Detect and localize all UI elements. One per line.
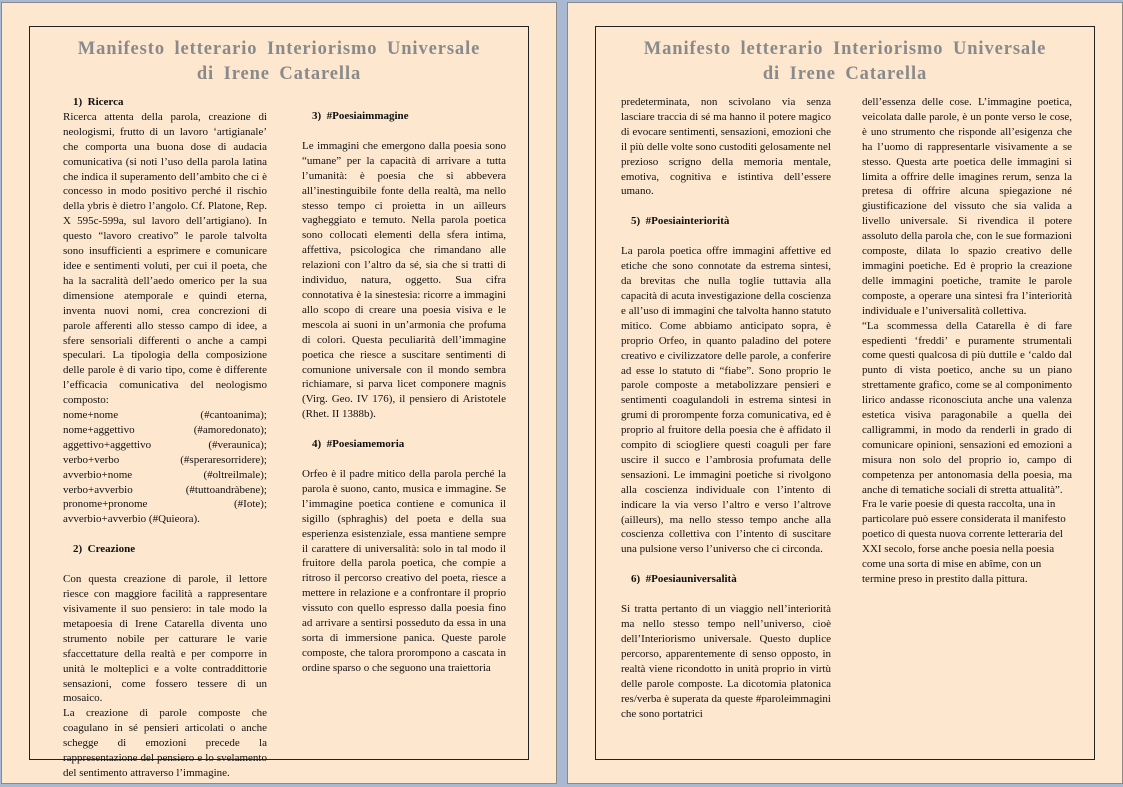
compound-row: [63, 453, 267, 468]
compound-example: (#speraresorridere);: [180, 453, 267, 466]
compound-type: avverbio+nome: [63, 468, 133, 481]
section-text-poesiauniversalita: Si tratta pertanto di un viaggio nell’interiorità ma nello stesso tempo nell’universo, cioè dell’Interiorismo universale. Questo duplice percorso, apparentemente di senso opposto, in realtà viene ricondotto in unità proprio in virtù delle parole composte. La dicotomia platonica res/verba è superata da queste #paroleimmagini che sono portatrici: [621, 603, 831, 720]
compound-example: (#cantoanima);: [200, 409, 267, 422]
compound-type: nome+aggettivo: [63, 423, 135, 436]
document-title: [30, 37, 528, 87]
title-line-1: Manifesto letterario Interiorismo Universale: [77, 39, 481, 59]
paragraph-immagine-poetica: dell’essenza delle cose. L’immagine poetica, veicolata dalle parole, è un ponte verso le cose, è uno strumento che risponde all’esigenza che ha l’uomo di rappresentarle visivamente a se stesso. Questa arte poetica delle immagini si limita a offrire delle imagines rerum, senza la pretesa di offrire alcuna spiegazione né giustificazione del vissuto che sia valida a livello universale. Si rivendica il potere assoluto della parola che, con le sue formazioni composte, dilata lo spazio creativo delle immagini poetiche. Ed è proprio la creazione delle immagini poetiche, tramite le parole composte, a operare una sintesi fra l’interiorità individuale e l’universalità collettiva.: [862, 96, 1072, 317]
compound-example: (#tuttoandràbene);: [185, 483, 267, 496]
compound-example: (#oltreilmale);: [203, 468, 267, 481]
compound-list: [63, 408, 267, 527]
compound-row: [63, 423, 267, 438]
section-heading-poesiauniversalita: 6) #Poesiauniversalità: [631, 573, 737, 586]
title-line-2: di Irene Catarella: [196, 64, 362, 84]
paragraph-quotation: “La scommessa della Catarella è di fare espedienti ‘freddi’ e puramente strumentali come questi qualcosa di più duttile e ‘caldo dal punto di vista poetico, anche su un piano strettamente grafico, come se al componimento lirico andasse riconosciuta anche una valenza estetica visiva paragonabile a quella dei calligrammi, in modo da renderli in grado di comunicare opinioni, sensazioni ed emozioni a misura non solo del proprio io, campo di competenza per antonomasia della poesia, ma anche di tematiche sociali di stretta attualità”.: [862, 319, 1072, 496]
compound-row: [63, 483, 267, 498]
section-text-poesiaimmagine: Le immagini che emergono dalla poesia sono “umane” per la capacità di arrivare a tutta l’umanità: è poesia che si abbevera all’inestinguibile fonte della realtà, ma nello stesso tempo ci proietta in un ailleurs vagheggiato e temuto. Nella parola poetica sono collocati elementi della sfera intima, affettiva, psicologica che rimandano alle relazioni con l’altro da sé, sia che si tratti di individuo, natura, oggetto. Sua cifra connotativa è la sinestesia: ricorre a immagini allo scopo di creare una poesia visiva e le mescola ai suoni in un’armonia che profuma di colori. Questa peculiarità dell’immagine poetica che riesce a suscitare sentimenti di comunione universale con il mondo sembra richiamare, si parva licet componere magnis (Virg. Geo. IV 176), il pensiero di Aristotele (Rhet. II 1388b).: [302, 139, 506, 421]
compound-row: [63, 408, 267, 423]
compound-example: (#Iote);: [234, 498, 267, 511]
compound-example: (#veraunica);: [208, 438, 267, 451]
section-heading-creazione: 2) Creazione: [73, 543, 136, 556]
section-heading-poesiamemoria: 4) #Poesiamemoria: [312, 438, 405, 451]
section-text-continued: predeterminata, non scivolano via senza lasciare traccia di sé ma hanno il potere magico di evocare sentimenti, sensazioni, emozioni che il più delle volte sono custoditi gelosamente nel prezioso scrigno della memoria mentale, emotiva, cognitiva e istintiva dell’essere umano.: [621, 96, 831, 198]
right-column-2: [862, 95, 1072, 587]
compound-type: verbo+avverbio: [63, 483, 133, 496]
right-column-1: [621, 95, 831, 721]
document-title: [596, 37, 1094, 87]
paragraph-conclusion: Fra le varie poesie di questa raccolta, una in particolare può essere considerata il manifesto poetico di questa nuova corrente letteraria del XXI secolo, forse anche poesia nella poesia come una sorta di mise en abîme, con un termine preso in prestito dalla pittura.: [862, 498, 1066, 585]
compound-type: pronome+pronome: [63, 498, 148, 511]
title-line-1: Manifesto letterario Interiorismo Universale: [643, 39, 1047, 59]
section-heading-poesiaimmagine: 3) #Poesiaimmagine: [312, 110, 409, 122]
left-column-2-content: [302, 94, 506, 676]
section-text-poesiamemoria: Orfeo è il padre mitico della parola perché la parola è suono, canto, musica e immagine. Se l’immagine poetica contiene e comunica il sigillo (sphraghis) del poeta e della sua esperienza esistenziale, essa mantiene sempre il carattere di universalità: solo in tal modo il fruitore della parola poetica, che compie a ritroso il percorso creativo del poeta, riesce a mettere in relazione e a confrontare il proprio vissuto con quello espresso dalla poesia fino ad arrivare a sentirsi posseduto da essa in una sorta di immersione panica. Queste parole composte, che talora prorompono a cascata in ordine sparso o che seguono una traiettoria: [302, 468, 506, 674]
compound-row: [63, 468, 267, 483]
compound-type: aggettivo+aggettivo: [63, 438, 152, 451]
compound-row: [63, 438, 267, 453]
compound-row: [63, 497, 267, 512]
section-heading-ricerca: 1) Ricerca: [73, 96, 124, 108]
compound-type: nome+nome: [63, 409, 119, 422]
left-column-1: [63, 95, 267, 781]
compound-type: verbo+verbo: [63, 453, 120, 466]
section-text-poesiainteriorita: La parola poetica offre immagini affettive ed etiche che sono connotate da estrema sintesi, da brevitas che nulla toglie tuttavia alla capacità di acuta investigazione della coscienza e all’uso di immagini che talvolta hanno statuto mitico. Come abbiamo anticipato sopra, è proprio Orfeo, in quanto paladino del potere creativo e civilizzatore delle parole, a conferire ad esse lo statuto di “fiabe”. Sono proprio le parole composte a metabolizzare pensieri e sentimenti coagulandoli in estrema sintesi in grumi di prorompente forza comunicativa, ed è proprio al fruitore della poesia che è affidato il compito di sciogliere questi coaguli per fare uscire il succo e l’ambrosia profumata delle sensazioni. Le immagini poetiche si rivolgono alla coscienza individuale con l’intento di indicare la via verso l’altro e verso l’altrove (ailleurs), ma nello stesso tempo anche alla coscienza collettiva con l’intento di suscitare una pulsione verso l’universo che ci circonda.: [621, 245, 831, 556]
compound-row-last: avverbio+avverbio (#Quieora).: [63, 513, 200, 526]
document-page-right: [567, 2, 1123, 784]
title-line-2: di Irene Catarella: [762, 64, 928, 84]
compound-example: (#amoredonato);: [193, 423, 267, 436]
section-text-creazione-2: La creazione di parole composte che coagulano in sé pensieri articolati o anche schegge di emozioni precede la rappresentazione del pensiero e lo svelamento del sentimento attraverso l’immagine.: [63, 707, 267, 779]
section-text-ricerca: Ricerca attenta della parola, creazione di neologismi, frutto di un lavoro ‘artigianale’ che comporta una buona dose di audacia comunicativa (si noti l’uso della parola latina che indica il superamento dell’ambito che ci è concesso in modo positivo perché il rischio della ybris è dietro l’angolo. Cf. Platone, Rep. X 595c-599a, sul lavoro dell’artigiano). In questo “lavoro creativo” le parole talvolta sono insufficienti a esprimere e comunicare idee e sentimenti voluti, per cui il poeta, che ha la sacralità dell’aedo omerico per la sua dimensione atemporale e quindi eterna, inventa nuovi nomi, crea concrezioni di parole afferenti allo stesso campo di idee, a sfere sensoriali differenti o anche a campi speculari. La tipologia della composizione delle parole è di vario tipo, come è differente l’efficacia comunicativa del neologismo composto:: [63, 110, 267, 407]
section-text-creazione: Con questa creazione di parole, il lettore riesce con maggiore facilità a rappresentare visivamente il suo pensiero: in tale modo la metapoesia di Irene Catarella diventa uno strumento nobile per catturare le varie sfaccettature della realtà e per comporre in unità le molteplici e a volte contraddittorie sensazioni, come fossero tessere di un mosaico.: [63, 573, 267, 705]
section-heading-poesiainteriorita: 5) #Poesiainteriorità: [631, 215, 730, 228]
